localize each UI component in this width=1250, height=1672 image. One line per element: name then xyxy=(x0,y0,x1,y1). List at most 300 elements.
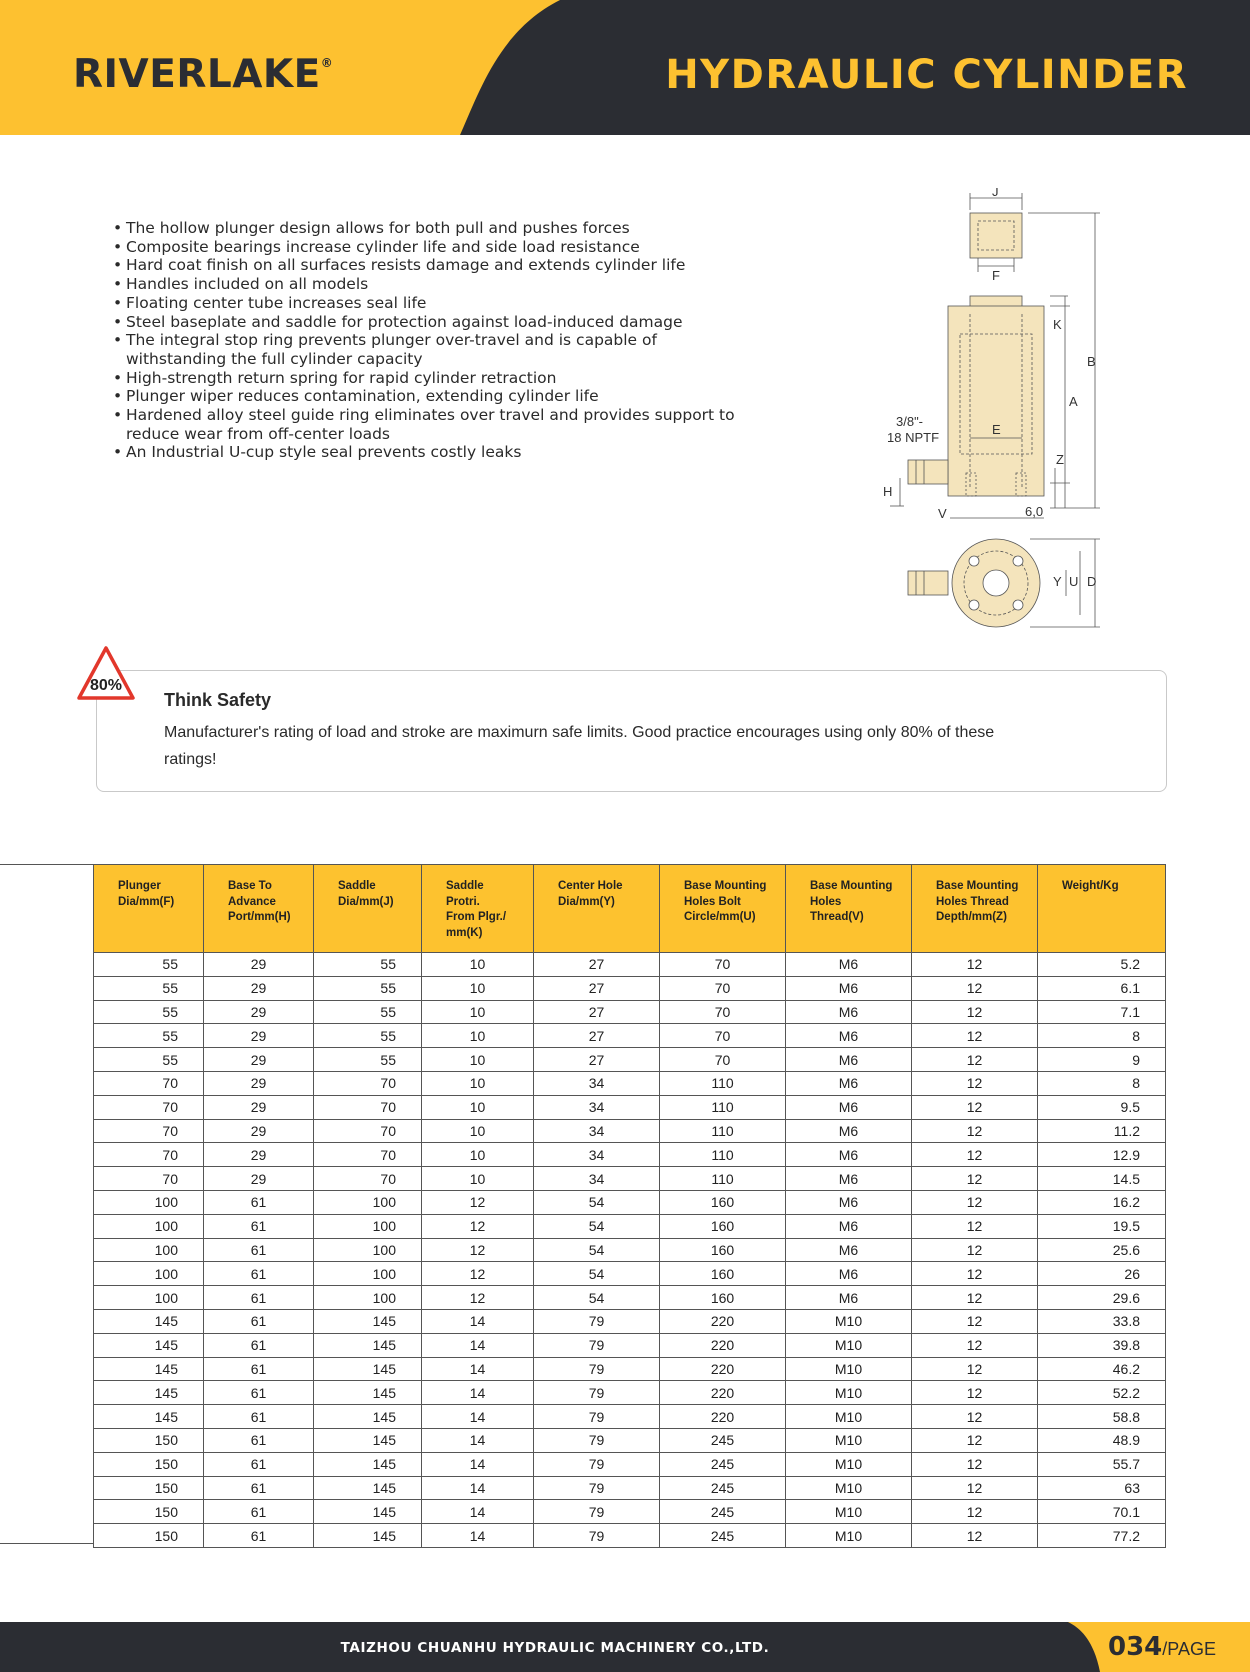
column-header xyxy=(534,865,660,953)
table-cell: M6 xyxy=(786,1071,912,1095)
table-cell: 34 xyxy=(534,1143,660,1167)
table-cell: M6 xyxy=(786,1167,912,1191)
table-cell: 61 xyxy=(204,1476,314,1500)
table-cell: 79 xyxy=(534,1333,660,1357)
table-cell: 145 xyxy=(94,1381,204,1405)
column-header xyxy=(912,865,1038,953)
feature-item: • Hardened alloy steel guide ring eliminates over travel and provides support to reduce wear from off-center loads xyxy=(113,406,753,443)
table-cell: 70 xyxy=(660,1024,786,1048)
table-cell: 9 xyxy=(1038,1048,1166,1072)
table-cell: M6 xyxy=(786,1024,912,1048)
table-cell: M10 xyxy=(786,1309,912,1333)
table-cell: 12 xyxy=(912,976,1038,1000)
table-cell: M6 xyxy=(786,1143,912,1167)
table-cell: M6 xyxy=(786,1095,912,1119)
table-cell: 34 xyxy=(534,1095,660,1119)
table-cell: 61 xyxy=(204,1381,314,1405)
column-header-line: Depth/mm(Z) xyxy=(936,911,1007,923)
table-cell: 100 xyxy=(94,1286,204,1310)
table-cell: 61 xyxy=(204,1452,314,1476)
table-cell: 55 xyxy=(314,976,422,1000)
table-cell: M6 xyxy=(786,1190,912,1214)
table-cell: 79 xyxy=(534,1452,660,1476)
table-cell: 12 xyxy=(912,1405,1038,1429)
table-cell: 14 xyxy=(422,1381,534,1405)
column-header xyxy=(660,865,786,953)
table-cell: 12 xyxy=(912,953,1038,977)
table-cell: M10 xyxy=(786,1381,912,1405)
column-header-line: Holes Bolt xyxy=(684,895,741,908)
table-cell: 34 xyxy=(534,1167,660,1191)
table-cell: 110 xyxy=(660,1071,786,1095)
table-cell: 55 xyxy=(314,1024,422,1048)
table-cell: 10 xyxy=(422,1167,534,1191)
table-cell: 79 xyxy=(534,1381,660,1405)
table-cell: 33.8 xyxy=(1038,1309,1166,1333)
table-cell: 110 xyxy=(660,1143,786,1167)
feature-item: • Plunger wiper reduces contamination, extending cylinder life xyxy=(113,387,753,406)
table-cell: 55 xyxy=(94,1024,204,1048)
table-cell: M10 xyxy=(786,1452,912,1476)
table-cell: 220 xyxy=(660,1357,786,1381)
table-cell: 220 xyxy=(660,1405,786,1429)
table-row xyxy=(94,1143,1166,1167)
table-row xyxy=(94,1095,1166,1119)
table-row xyxy=(94,1286,1166,1310)
table-cell: 29 xyxy=(204,1143,314,1167)
label-b: B xyxy=(1087,354,1096,369)
feature-item: • The integral stop ring prevents plunger over-travel and is capable of withstanding the full cylinder capacity xyxy=(113,331,753,368)
feature-item: • An Industrial U-cup style seal prevents costly leaks xyxy=(113,443,753,462)
table-cell: 48.9 xyxy=(1038,1428,1166,1452)
table-cell: 14 xyxy=(422,1405,534,1429)
table-cell: 7.1 xyxy=(1038,1000,1166,1024)
table-cell: M6 xyxy=(786,1214,912,1238)
table-cell: 12 xyxy=(422,1214,534,1238)
table-cell: 77.2 xyxy=(1038,1524,1166,1548)
table-cell: 29 xyxy=(204,953,314,977)
table-cell: M6 xyxy=(786,1238,912,1262)
brand-logo xyxy=(73,52,333,97)
table-cell: 12 xyxy=(912,1167,1038,1191)
table-cell: 145 xyxy=(94,1333,204,1357)
table-cell: M10 xyxy=(786,1524,912,1548)
table-cell: 14 xyxy=(422,1428,534,1452)
table-cell: 55 xyxy=(94,953,204,977)
table-cell: 29 xyxy=(204,1119,314,1143)
table-cell: 12 xyxy=(912,1500,1038,1524)
table-cell: 160 xyxy=(660,1262,786,1286)
table-cell: 12 xyxy=(912,1095,1038,1119)
table-cell: 14 xyxy=(422,1309,534,1333)
table-cell: 145 xyxy=(314,1500,422,1524)
table-row xyxy=(94,1405,1166,1429)
table-cell: 6.1 xyxy=(1038,976,1166,1000)
table-cell: 12 xyxy=(912,1333,1038,1357)
table-cell: 12 xyxy=(912,1000,1038,1024)
table-cell: 70 xyxy=(660,1048,786,1072)
table-cell: 79 xyxy=(534,1309,660,1333)
cylinder-drawing xyxy=(870,188,1110,638)
table-cell: 29.6 xyxy=(1038,1286,1166,1310)
table-cell: 12 xyxy=(912,1286,1038,1310)
table-cell: 54 xyxy=(534,1238,660,1262)
table-row xyxy=(94,1000,1166,1024)
table-cell: 145 xyxy=(314,1452,422,1476)
table-cell: 145 xyxy=(314,1381,422,1405)
table-row xyxy=(94,976,1166,1000)
table-cell: 245 xyxy=(660,1524,786,1548)
table-cell: 70 xyxy=(94,1071,204,1095)
table-cell: 245 xyxy=(660,1500,786,1524)
table-cell: 150 xyxy=(94,1452,204,1476)
label-port-size: 3/8"- xyxy=(896,414,924,429)
column-header-line: Base Mounting xyxy=(936,880,1019,892)
table-cell: 29 xyxy=(204,1024,314,1048)
company-name: TAIZHOU CHUANHU HYDRAULIC MACHINERY CO.,LTD. xyxy=(340,1640,770,1656)
label-k: K xyxy=(1053,317,1062,332)
table-cell: 10 xyxy=(422,1095,534,1119)
page-number xyxy=(1108,1632,1216,1662)
column-header-line: Weight/Kg xyxy=(1062,880,1119,892)
table-cell: 5.2 xyxy=(1038,953,1166,977)
table-cell: 145 xyxy=(314,1524,422,1548)
table-cell: 52.2 xyxy=(1038,1381,1166,1405)
column-header-line: Base To xyxy=(228,880,272,892)
table-cell: 145 xyxy=(94,1309,204,1333)
table-cell: 29 xyxy=(204,1167,314,1191)
table-cell: 12 xyxy=(912,1190,1038,1214)
label-j: J xyxy=(992,188,999,199)
table-row xyxy=(94,1357,1166,1381)
feature-item: • High-strength return spring for rapid cylinder retraction xyxy=(113,369,753,388)
table-body xyxy=(94,953,1166,1548)
table-cell: 61 xyxy=(204,1524,314,1548)
table-cell: 14 xyxy=(422,1500,534,1524)
table-cell: 12 xyxy=(912,1143,1038,1167)
table-row xyxy=(94,953,1166,977)
table-cell: 55 xyxy=(94,1000,204,1024)
table-cell: 12 xyxy=(912,1214,1038,1238)
table-cell: 61 xyxy=(204,1214,314,1238)
table-header-row xyxy=(94,865,1166,953)
table-cell: M10 xyxy=(786,1357,912,1381)
table-cell: 14.5 xyxy=(1038,1167,1166,1191)
column-header-line: From Plgr./ xyxy=(446,911,507,923)
label-a: A xyxy=(1069,394,1078,409)
table-cell: 70.1 xyxy=(1038,1500,1166,1524)
table-cell: 110 xyxy=(660,1095,786,1119)
table-cell: 26 xyxy=(1038,1262,1166,1286)
table-cell: 11.2 xyxy=(1038,1119,1166,1143)
table-cell: 61 xyxy=(204,1262,314,1286)
table-cell: 10 xyxy=(422,953,534,977)
table-cell: M10 xyxy=(786,1476,912,1500)
label-u: U xyxy=(1069,574,1079,589)
table-row xyxy=(94,1500,1166,1524)
table-cell: 12 xyxy=(912,1524,1038,1548)
table-cell: 79 xyxy=(534,1524,660,1548)
table-cell: 46.2 xyxy=(1038,1357,1166,1381)
table-cell: 54 xyxy=(534,1190,660,1214)
table-cell: 55.7 xyxy=(1038,1452,1166,1476)
table-cell: 70 xyxy=(660,976,786,1000)
table-cell: 27 xyxy=(534,976,660,1000)
table-cell: 100 xyxy=(94,1190,204,1214)
table-cell: 29 xyxy=(204,1071,314,1095)
table-cell: 12 xyxy=(422,1286,534,1310)
table-cell: 70 xyxy=(314,1071,422,1095)
table-cell: 61 xyxy=(204,1428,314,1452)
table-cell: 145 xyxy=(314,1405,422,1429)
table-cell: 61 xyxy=(204,1238,314,1262)
table-cell: 58.8 xyxy=(1038,1405,1166,1429)
table-cell: 160 xyxy=(660,1286,786,1310)
table-cell: 245 xyxy=(660,1452,786,1476)
column-header-line: Circle/mm(U) xyxy=(684,911,756,923)
feature-item: • Handles included on all models xyxy=(113,275,753,294)
column-header-line: Dia/mm(F) xyxy=(118,895,175,908)
table-cell: 12 xyxy=(422,1238,534,1262)
table-cell: M6 xyxy=(786,1262,912,1286)
table-cell: 55 xyxy=(314,953,422,977)
table-cell: 145 xyxy=(314,1428,422,1452)
table-cell: M6 xyxy=(786,1000,912,1024)
table-cell: 245 xyxy=(660,1476,786,1500)
table-cell: 61 xyxy=(204,1357,314,1381)
table-cell: 100 xyxy=(94,1214,204,1238)
table-cell: 54 xyxy=(534,1262,660,1286)
column-header xyxy=(786,865,912,953)
table-cell: 29 xyxy=(204,1048,314,1072)
column-header-line: Center Hole xyxy=(558,880,623,892)
safety-badge-text: 80% xyxy=(89,677,123,694)
table-cell: 34 xyxy=(534,1071,660,1095)
table-cell: 27 xyxy=(534,1000,660,1024)
table-cell: 100 xyxy=(314,1286,422,1310)
table-cell: 100 xyxy=(94,1262,204,1286)
table-cell: 12 xyxy=(912,1238,1038,1262)
table-cell: M6 xyxy=(786,1048,912,1072)
table-row xyxy=(94,1048,1166,1072)
column-header-line: Dia/mm(J) xyxy=(338,895,394,908)
table-cell: 70 xyxy=(94,1167,204,1191)
table-cell: 160 xyxy=(660,1238,786,1262)
table-cell: 145 xyxy=(314,1357,422,1381)
table-cell: 79 xyxy=(534,1405,660,1429)
table-cell: 34 xyxy=(534,1119,660,1143)
table-cell: 61 xyxy=(204,1333,314,1357)
table-cell: 150 xyxy=(94,1428,204,1452)
table-cell: 55 xyxy=(314,1000,422,1024)
table-cell: 14 xyxy=(422,1452,534,1476)
table-cell: 29 xyxy=(204,1000,314,1024)
table-cell: 100 xyxy=(314,1262,422,1286)
table-cell: 29 xyxy=(204,1095,314,1119)
table-cell: 10 xyxy=(422,1119,534,1143)
table-cell: 61 xyxy=(204,1309,314,1333)
table-cell: 12 xyxy=(912,1357,1038,1381)
table-cell: 9.5 xyxy=(1038,1095,1166,1119)
spec-table-wrapper xyxy=(93,864,1166,1548)
table-cell: 70 xyxy=(94,1119,204,1143)
table-cell: M6 xyxy=(786,976,912,1000)
table-cell: 70 xyxy=(314,1167,422,1191)
table-cell: 150 xyxy=(94,1524,204,1548)
table-row xyxy=(94,1214,1166,1238)
table-cell: 10 xyxy=(422,1024,534,1048)
table-cell: 14 xyxy=(422,1357,534,1381)
table-left-rule-bottom xyxy=(0,1543,93,1544)
table-cell: 61 xyxy=(204,1405,314,1429)
table-cell: 70 xyxy=(314,1095,422,1119)
table-cell: 12 xyxy=(912,1428,1038,1452)
table-cell: M10 xyxy=(786,1428,912,1452)
table-cell: 14 xyxy=(422,1476,534,1500)
table-cell: 110 xyxy=(660,1167,786,1191)
table-cell: 29 xyxy=(204,976,314,1000)
table-cell: 25.6 xyxy=(1038,1238,1166,1262)
table-cell: 39.8 xyxy=(1038,1333,1166,1357)
column-header-line: Saddle xyxy=(338,880,376,892)
table-cell: 145 xyxy=(314,1333,422,1357)
page-number-value: 034 xyxy=(1108,1632,1163,1662)
table-row xyxy=(94,1238,1166,1262)
column-header-line: Advance xyxy=(228,895,276,908)
table-row xyxy=(94,1476,1166,1500)
column-header-line: Protri. xyxy=(446,895,480,908)
table-cell: 63 xyxy=(1038,1476,1166,1500)
registered-mark: ® xyxy=(320,56,334,70)
table-cell: 61 xyxy=(204,1190,314,1214)
table-cell: 70 xyxy=(660,1000,786,1024)
table-row xyxy=(94,1167,1166,1191)
table-cell: 110 xyxy=(660,1119,786,1143)
feature-item: • Floating center tube increases seal life xyxy=(113,294,753,313)
table-cell: M10 xyxy=(786,1500,912,1524)
table-cell: 27 xyxy=(534,953,660,977)
table-cell: 150 xyxy=(94,1476,204,1500)
table-cell: 54 xyxy=(534,1214,660,1238)
table-cell: 10 xyxy=(422,1071,534,1095)
table-cell: 70 xyxy=(94,1143,204,1167)
table-cell: 12 xyxy=(912,1071,1038,1095)
label-h: H xyxy=(883,484,893,499)
table-cell: 10 xyxy=(422,1048,534,1072)
table-cell: 220 xyxy=(660,1381,786,1405)
column-header-line: Plunger xyxy=(118,880,161,892)
table-cell: 150 xyxy=(94,1500,204,1524)
feature-item: • Composite bearings increase cylinder life and side load resistance xyxy=(113,238,753,257)
column-header-line: Port/mm(H) xyxy=(228,911,291,923)
table-cell: 70 xyxy=(660,953,786,977)
brand-name: RIVERLAKE xyxy=(73,52,321,97)
cylinder-body-shape xyxy=(948,306,1044,496)
table-cell: 12 xyxy=(912,1309,1038,1333)
label-v: V xyxy=(938,506,947,521)
table-cell: 16.2 xyxy=(1038,1190,1166,1214)
table-cell: 220 xyxy=(660,1309,786,1333)
table-cell: 12 xyxy=(912,1476,1038,1500)
table-cell: 10 xyxy=(422,976,534,1000)
column-header-line: Holes xyxy=(810,895,842,908)
table-cell: M6 xyxy=(786,953,912,977)
column-header xyxy=(1038,865,1166,953)
table-cell: 14 xyxy=(422,1333,534,1357)
table-cell: M10 xyxy=(786,1333,912,1357)
table-cell: 27 xyxy=(534,1048,660,1072)
table-cell: 12 xyxy=(912,1024,1038,1048)
table-cell: 14 xyxy=(422,1524,534,1548)
table-cell: 12 xyxy=(422,1190,534,1214)
table-cell: 100 xyxy=(314,1214,422,1238)
label-y: Y xyxy=(1053,574,1062,589)
table-cell: 70 xyxy=(314,1119,422,1143)
column-header-line: mm(K) xyxy=(446,926,483,939)
label-port-thread: 18 NPTF xyxy=(887,430,940,445)
column-header-line: Base Mounting xyxy=(810,880,893,892)
table-row xyxy=(94,1452,1166,1476)
table-row xyxy=(94,1024,1166,1048)
table-cell: 100 xyxy=(94,1238,204,1262)
page-title: HYDRAULIC CYLINDER xyxy=(665,52,1188,98)
table-cell: 100 xyxy=(314,1190,422,1214)
table-cell: 12 xyxy=(422,1262,534,1286)
table-cell: 8 xyxy=(1038,1071,1166,1095)
column-header-line: Holes Thread xyxy=(936,895,1009,908)
table-cell: 245 xyxy=(660,1428,786,1452)
table-row xyxy=(94,1333,1166,1357)
table-cell: 27 xyxy=(534,1024,660,1048)
column-header xyxy=(94,865,204,953)
table-cell: 12 xyxy=(912,1262,1038,1286)
feature-item: • Steel baseplate and saddle for protection against load-induced damage xyxy=(113,313,753,332)
table-cell: 10 xyxy=(422,1000,534,1024)
table-cell: 79 xyxy=(534,1500,660,1524)
column-header-line: Dia/mm(Y) xyxy=(558,895,615,908)
table-row xyxy=(94,1524,1166,1548)
table-row xyxy=(94,1262,1166,1286)
column-header xyxy=(422,865,534,953)
table-cell: 145 xyxy=(94,1405,204,1429)
table-cell: M6 xyxy=(786,1119,912,1143)
table-row xyxy=(94,1190,1166,1214)
column-header-line: Base Mounting xyxy=(684,880,767,892)
table-cell: 220 xyxy=(660,1333,786,1357)
table-cell: M6 xyxy=(786,1286,912,1310)
table-cell: 12.9 xyxy=(1038,1143,1166,1167)
column-header xyxy=(204,865,314,953)
label-6-0: 6,0 xyxy=(1025,504,1044,519)
table-cell: 100 xyxy=(314,1238,422,1262)
table-row xyxy=(94,1381,1166,1405)
label-f: F xyxy=(992,268,1000,283)
table-cell: 55 xyxy=(94,1048,204,1072)
table-cell: 145 xyxy=(314,1309,422,1333)
table-cell: 12 xyxy=(912,1048,1038,1072)
column-header-line: Saddle xyxy=(446,880,484,892)
table-row xyxy=(94,1119,1166,1143)
table-cell: 70 xyxy=(94,1095,204,1119)
label-z: Z xyxy=(1056,452,1064,467)
spec-table xyxy=(93,864,1166,1548)
column-header-line: Thread(V) xyxy=(810,911,864,923)
label-d: D xyxy=(1087,574,1097,589)
table-cell: 145 xyxy=(314,1476,422,1500)
table-cell: 8 xyxy=(1038,1024,1166,1048)
column-header xyxy=(314,865,422,953)
page-header xyxy=(0,0,1250,135)
